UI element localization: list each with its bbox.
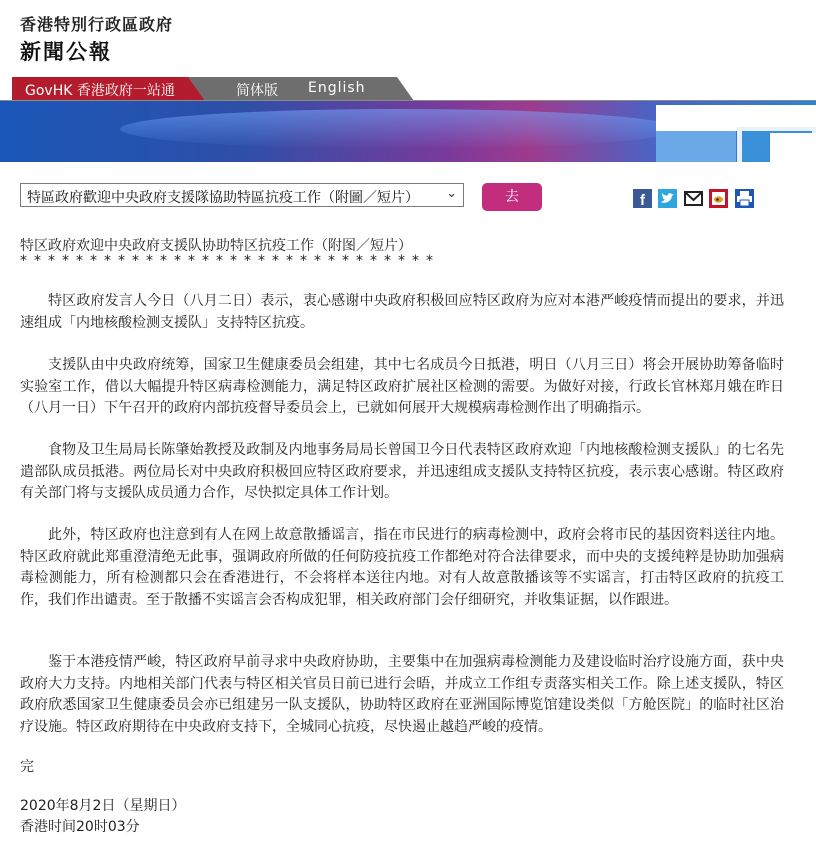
banner-glow <box>120 109 680 149</box>
svg-text:f: f <box>640 192 645 208</box>
press-release-select[interactable] <box>20 183 464 207</box>
select-value: 特區政府歡迎中央政府支援隊協助特區抗疫工作（附圖／短片） <box>27 190 419 206</box>
site-header <box>0 0 816 76</box>
govhk-link[interactable]: GovHK 香港政府一站通 <box>25 83 175 99</box>
english-link[interactable]: English <box>308 80 366 96</box>
article-end-mark: 完 <box>20 759 34 775</box>
go-button[interactable]: 去 <box>482 183 542 211</box>
banner-block <box>770 133 816 162</box>
weibo-icon[interactable] <box>709 189 728 208</box>
article-paragraph: 此外，特区政府也注意到有人在网上故意散播谣言，指在市民进行的病毒检测中，政府会将市民的基因资料送往内地。特区政府就此郑重澄清绝无此事，强调政府所做的任何防疫抗疫工作都绝对符合法律要求，而中央的支援纯粹是协助加强病毒检测能力，所有检测都只会在香港进行，不会将样本送往内地。对有人故意散播该等不实谣言，打击特区政府的抗疫工作，我们作出谴责。至于散播不实谣言会否构成犯罪，相关政府部门会仔细研究，并收集证据，以作跟进。 <box>20 527 784 608</box>
article-paragraph: 特区政府发言人今日（八月二日）表示，衷心感谢中央政府积极回应特区政府为应对本港严峻疫情而提出的要求，并迅速组成「内地核酸检测支援队」支持特区抗疫。 <box>20 293 784 331</box>
press-releases-title[interactable]: 新聞公報 <box>20 40 112 64</box>
mail-icon[interactable] <box>684 189 703 208</box>
simplified-chinese-link[interactable]: 简体版 <box>236 83 278 99</box>
release-date: 2020年8月2日（星期日） <box>20 798 186 814</box>
headline-separator: ****************************** <box>20 253 440 269</box>
print-icon[interactable] <box>735 189 754 208</box>
banner-block <box>656 131 736 162</box>
header-banner <box>0 101 816 162</box>
article-headline: 特区政府欢迎中央政府支援队协助特区抗疫工作（附图／短片） <box>20 238 412 254</box>
top-nav-bar <box>0 77 816 101</box>
release-time: 香港时间20时03分 <box>20 819 140 835</box>
government-name: 香港特別行政區政府 <box>20 15 174 34</box>
twitter-icon[interactable] <box>658 189 677 208</box>
article-paragraph: 鉴于本港疫情严峻，特区政府早前寻求中央政府协助，主要集中在加强病毒检测能力及建设临时治疗设施方面，获中央政府大力支持。内地相关部门代表与特区相关官员日前已进行会晤，并成立工作组专责落实相关工作。除上述支援队，特区政府欣悉国家卫生健康委员会亦已组建另一队支援队，协助特区政府在亚洲国际博览馆建设类似「方舱医院」的临时社区治疗设施。特区政府期待在中央政府支持下，全城同心抗疫，尽快遏止越趋严峻的疫情。 <box>20 654 784 735</box>
article-paragraph: 食物及卫生局局长陈肇始教授及政制及内地事务局局长曾国卫今日代表特区政府欢迎「内地核酸检测支援队」的七名先遣部队成员抵港。两位局长对中央政府积极回应特区政府要求，并迅速组成支援队支持特区抗疫，表示衷心感谢。特区政府有关部门将与支援队成员通力合作，尽快拟定具体工作计划。 <box>20 442 784 501</box>
language-tab-bg <box>188 77 414 101</box>
article-paragraph: 支援队由中央政府统筹，国家卫生健康委员会组建，其中七名成员今日抵港，明日（八月三日）将会开展协助筹备临时实验室工作，借以大幅提升特区病毒检测能力，满足特区政府扩展社区检测的需要。为做好对接，行政长官林郑月娥在昨日（八月一日）下午召开的政府内部抗疫督导委员会上，已就如何展开大规模病毒检测作出了明确指示。 <box>20 357 784 416</box>
facebook-icon[interactable] <box>633 189 652 208</box>
chevron-down-icon: ⌄ <box>446 186 457 201</box>
